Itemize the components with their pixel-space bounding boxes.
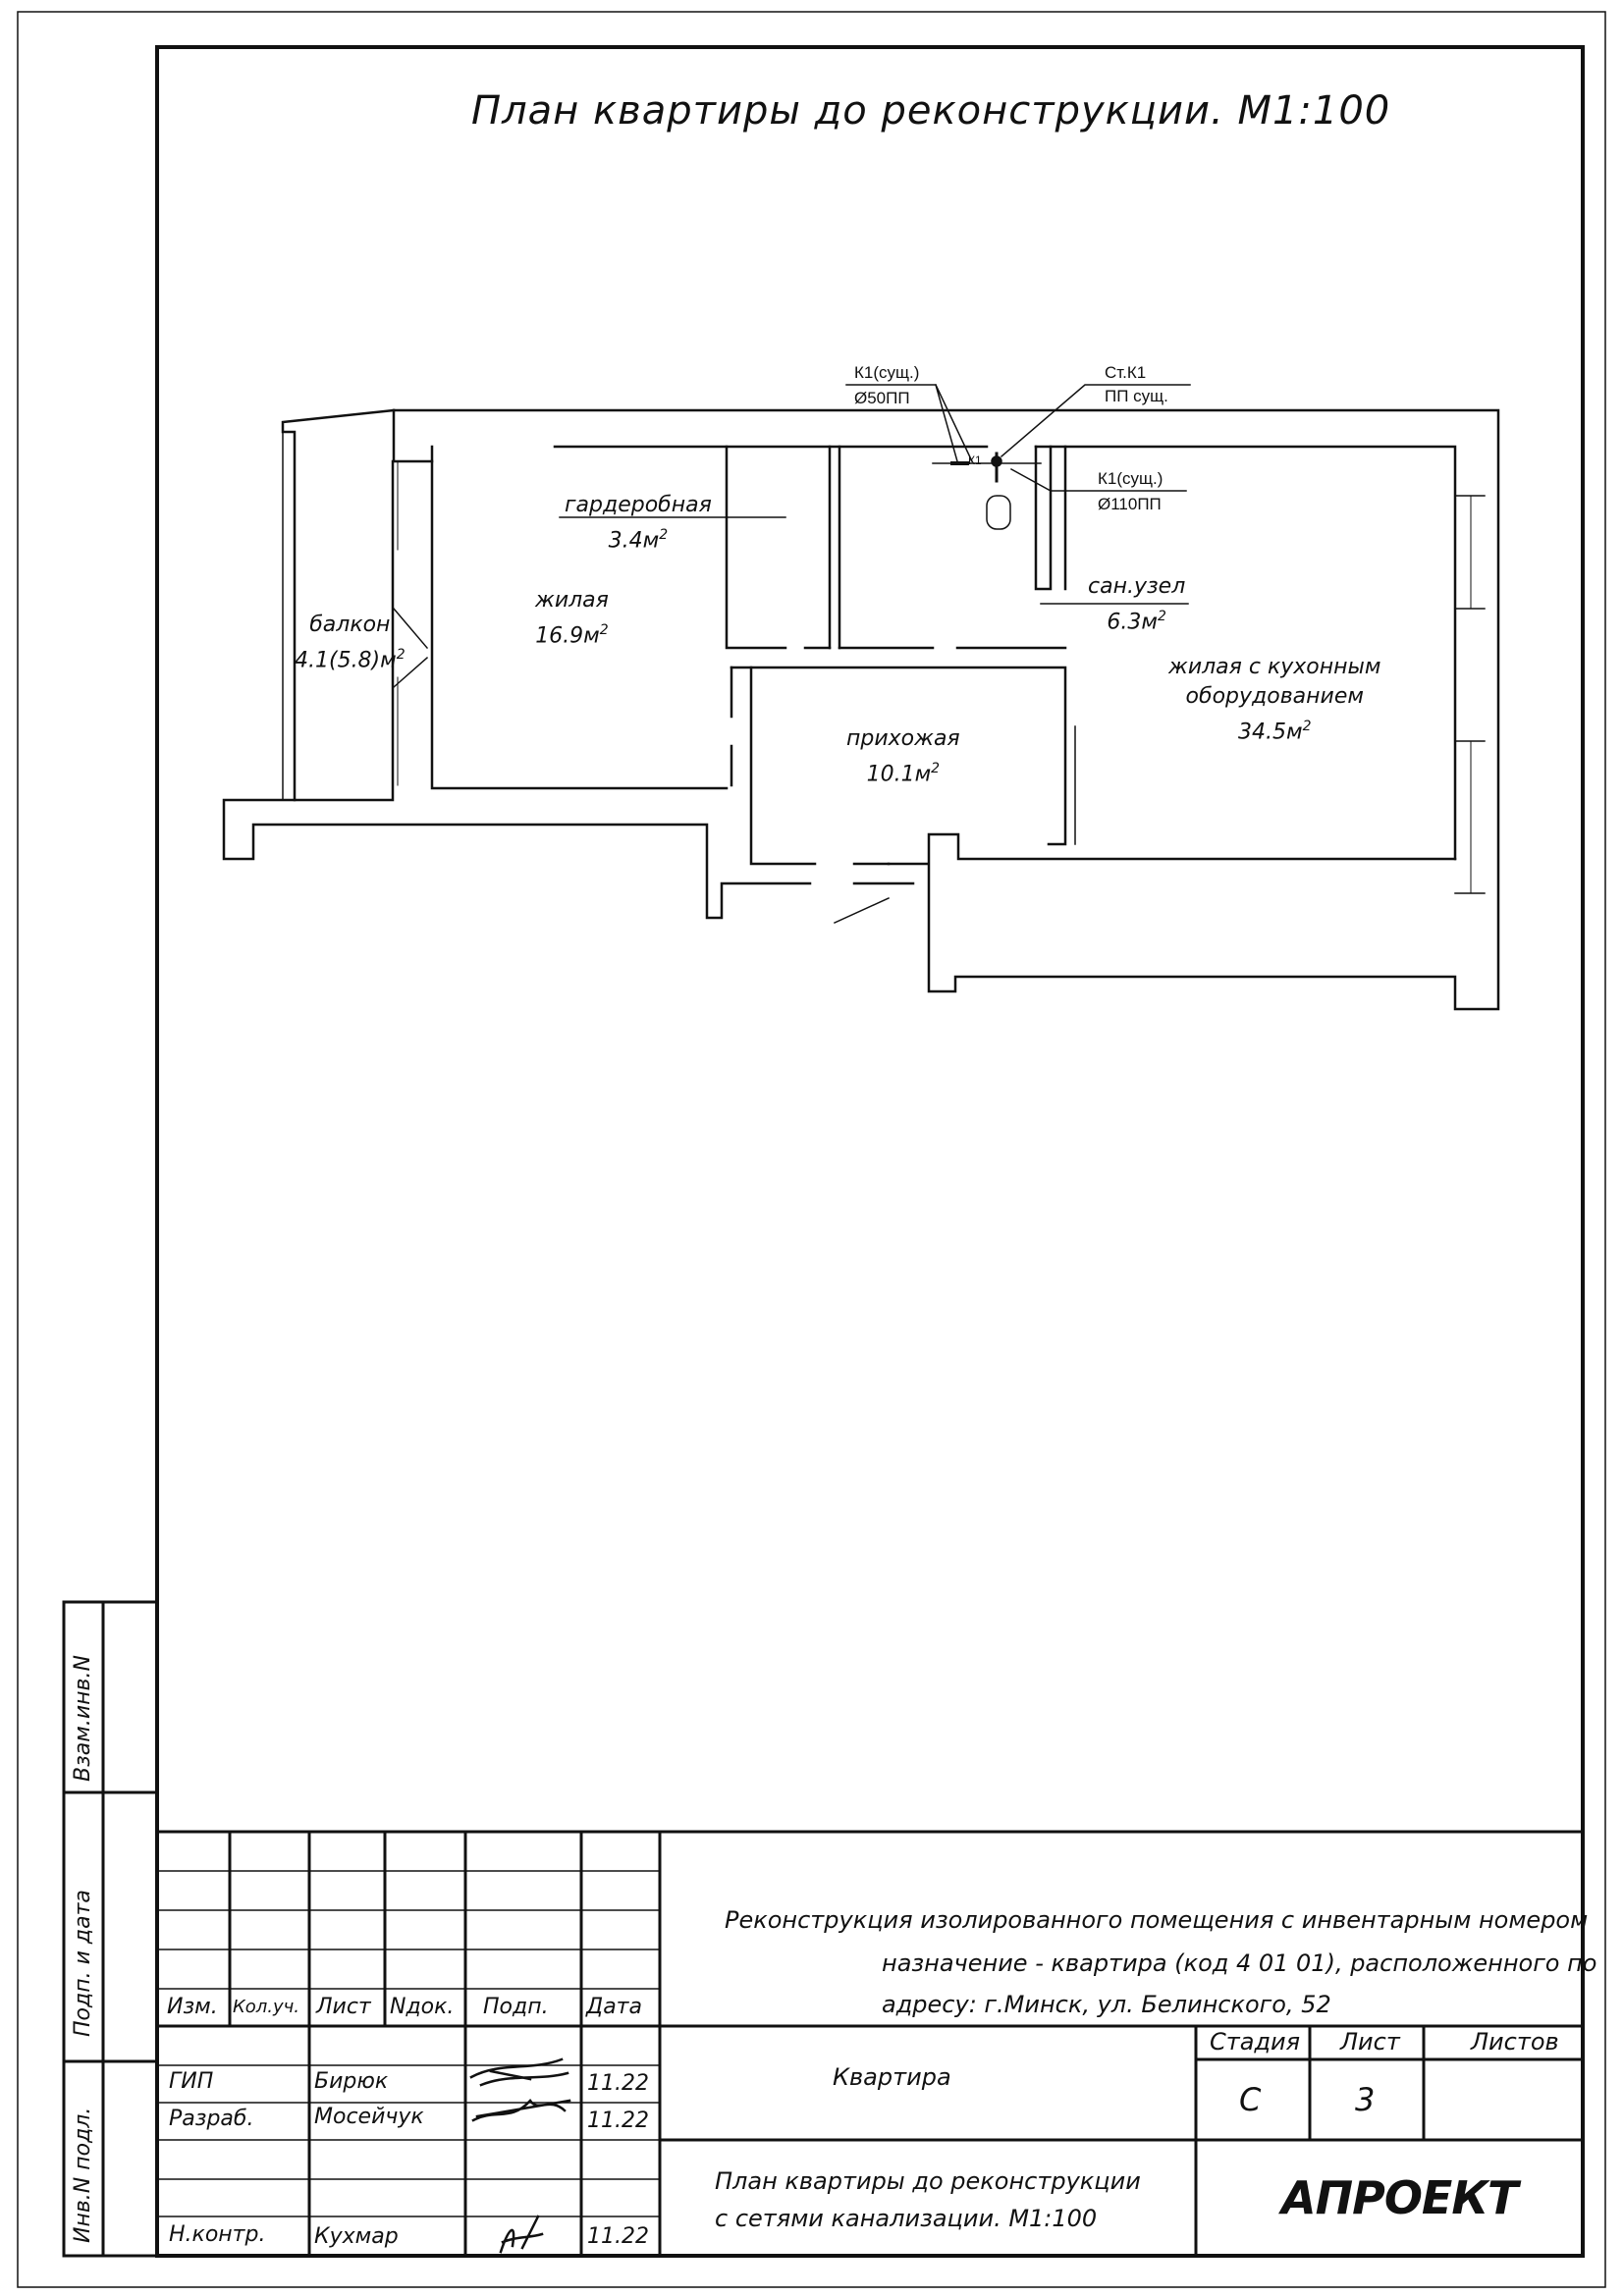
room-bathroom-area: 6.3м [1107, 610, 1158, 635]
tb-name-nkontr: Кухмар [314, 2224, 399, 2249]
tb-header-izm: Изм. [167, 1995, 218, 2019]
pipe-riser-material: ПП сущ. [1105, 387, 1168, 405]
room-hallway [846, 724, 960, 789]
side-stamp-inv: Инв.N подл. [71, 2107, 95, 2243]
balcony-wall [283, 410, 394, 800]
room-wardrobe-area: 3.4м [608, 528, 660, 554]
room-living1-sup: 2 [599, 622, 609, 638]
tb-date-razrab: 11.22 [587, 2109, 649, 2133]
room-living-kitchen-sup: 2 [1302, 719, 1312, 734]
room-living-kitchen-area: 34.5м [1237, 720, 1303, 745]
pipe-riser-label: Ст.К1 [1105, 363, 1147, 382]
room-living1-area: 16.9м [535, 623, 600, 649]
tb-sheet-value: 3 [1355, 2081, 1376, 2118]
room-hallway-name: прихожая [846, 726, 960, 751]
tb-stage-value: С [1239, 2081, 1262, 2118]
tb-name-razrab: Мосейчук [314, 2105, 424, 2129]
tb-date-nkontr: 11.22 [587, 2224, 649, 2249]
signatures [471, 2059, 569, 2252]
tb-role-nkontr: Н.контр. [169, 2222, 266, 2247]
pipe-k1-110-diam: Ø110ПП [1098, 495, 1162, 513]
room-balcony-sup: 2 [396, 647, 406, 663]
drawing-title: План квартиры до реконструкции. М1:100 [471, 88, 1391, 133]
side-stamp-vzam: Взам.инв.N [71, 1655, 95, 1782]
pipe-k1-50-label: К1(сущ.) [854, 363, 920, 382]
side-stamp-podp: Подп. и дата [71, 1890, 95, 2037]
room-living-kitchen [1168, 653, 1381, 747]
room-balcony-name: балкон [309, 613, 391, 637]
tb-project-line1: Реконструкция изолированного помещения с инвентарным номером [725, 1906, 1589, 1934]
tb-sheet-title2: с сетями канализации. М1:100 [715, 2205, 1098, 2232]
tb-header-list: Лист [316, 1995, 371, 2019]
room-hallway-area: 10.1м [866, 762, 932, 787]
pipe-k1-50-diam: Ø50ПП [854, 389, 910, 407]
title-block-thin-lines [157, 1871, 660, 2216]
tb-role-razrab: Разраб. [169, 2107, 254, 2131]
tb-header-podp: Подп. [483, 1995, 549, 2019]
pipe-k1-110-label: К1(сущ.) [1098, 469, 1163, 488]
room-wardrobe-name: гардеробная [565, 493, 712, 517]
tb-project-line3: адресу: г.Минск, ул. Белинского, 52 [882, 1991, 1331, 2018]
outer-frame [18, 12, 1605, 2287]
tb-header-kol: Кол.уч. [233, 1997, 300, 2017]
tb-header-data: Дата [586, 1995, 642, 2019]
room-bathroom-name: сан.узел [1088, 574, 1186, 599]
room-bathroom [1088, 572, 1185, 637]
tb-name-gip: Бирюк [314, 2069, 389, 2094]
company-logo: АПРОЕКТ [1281, 2171, 1518, 2224]
room-living1 [535, 586, 609, 651]
room-living-kitchen-name1: жилая с кухонным [1168, 655, 1381, 679]
tb-sheet-title1: План квартиры до реконструкции [715, 2167, 1141, 2195]
room-bathroom-sup: 2 [1157, 609, 1166, 624]
tb-header-ndok: Nдок. [390, 1995, 455, 2019]
tb-date-gip: 11.22 [587, 2071, 649, 2096]
room-balcony-area: 4.1(5.8)м [295, 648, 397, 673]
tb-sheet-header: Лист [1340, 2028, 1400, 2056]
room-living-kitchen-name2: оборудованием [1185, 684, 1364, 709]
tb-sheets-header: Листов [1471, 2028, 1559, 2056]
room-wardrobe [565, 491, 712, 556]
room-hallway-sup: 2 [931, 761, 941, 776]
tb-object: Квартира [833, 2063, 951, 2091]
room-living1-name: жилая [535, 588, 609, 613]
pipe-k1-mark: К1 [968, 454, 982, 467]
room-wardrobe-sup: 2 [659, 527, 669, 543]
tb-stage-header: Стадия [1210, 2028, 1301, 2056]
tb-project-line2: назначение - квартира (код 4 01 01), расположенного по [882, 1949, 1597, 1977]
tb-role-gip: ГИП [169, 2069, 214, 2094]
room-balcony [295, 611, 406, 675]
